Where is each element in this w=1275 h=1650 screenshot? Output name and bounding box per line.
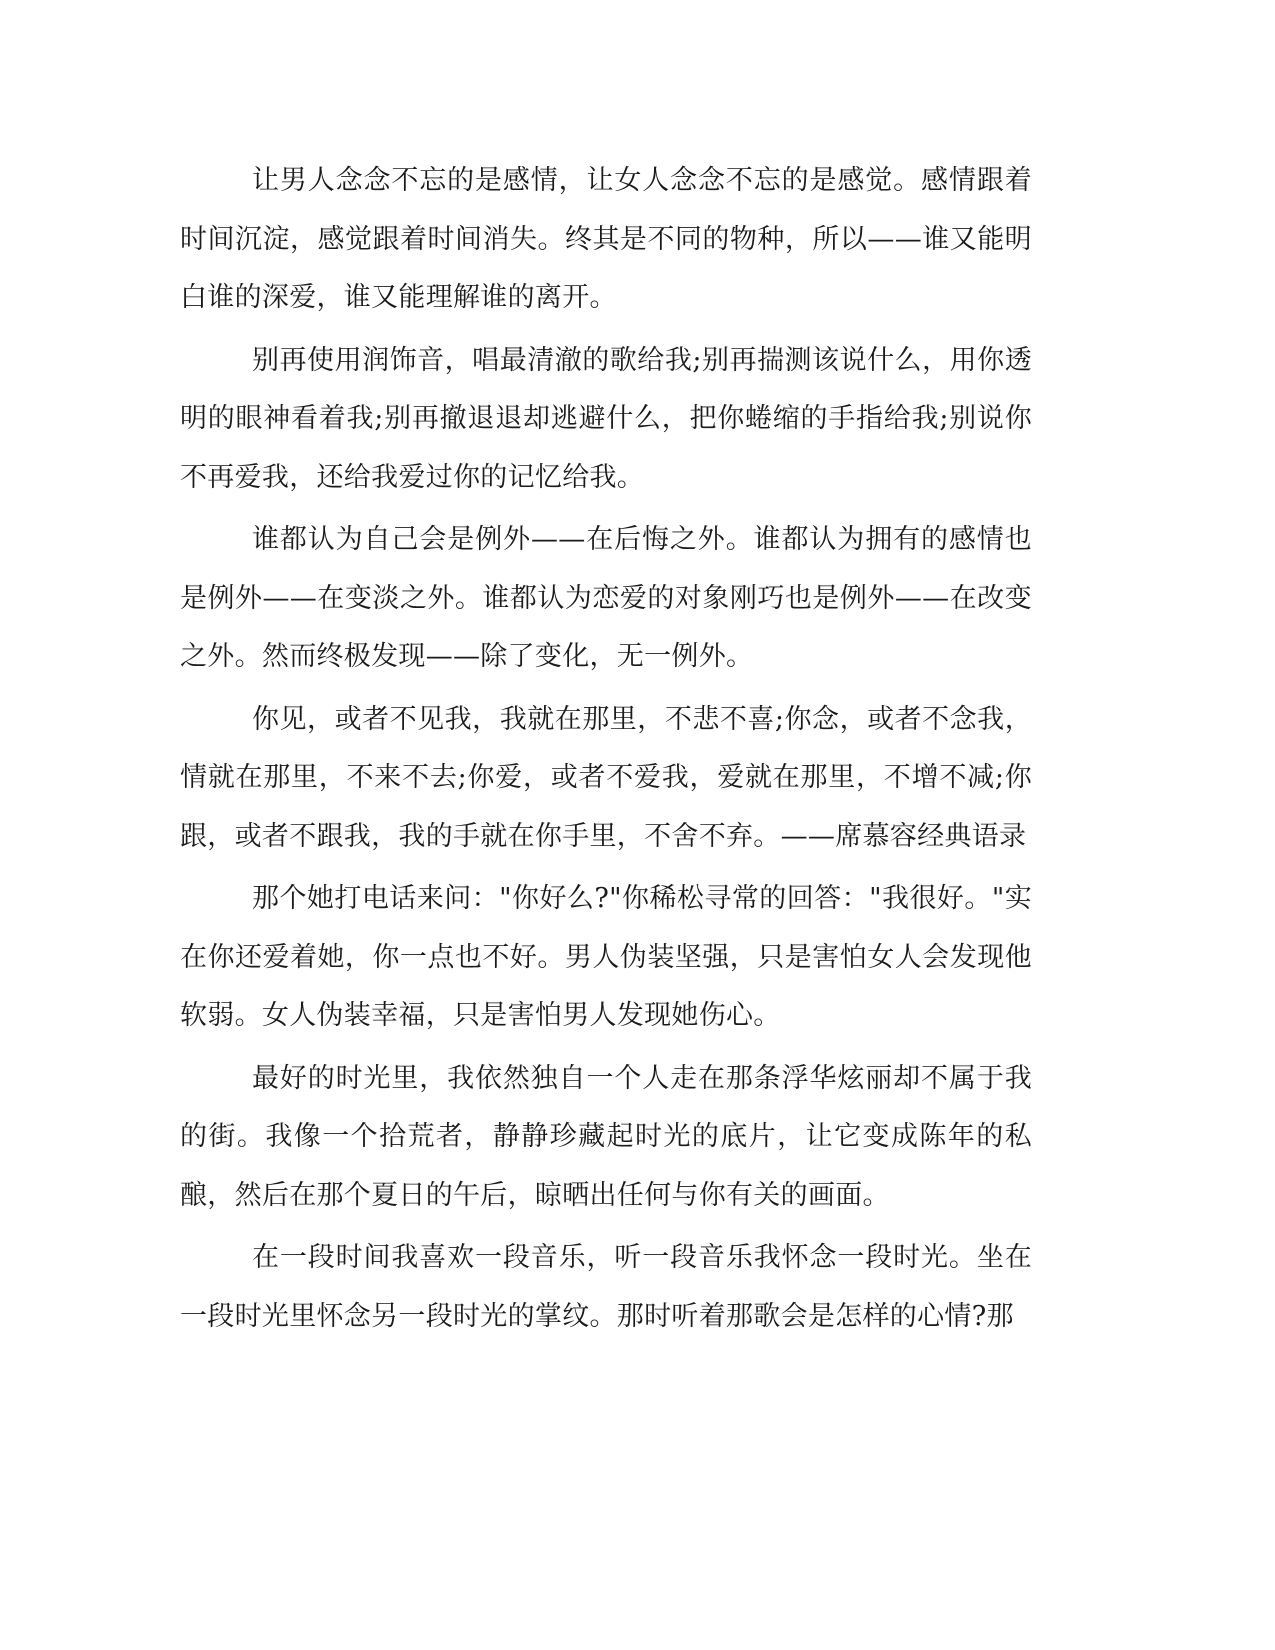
paragraph-3: 谁都认为自己会是例外——在后悔之外。谁都认为拥有的感情也是例外——在变淡之外。谁都认为恋爱的对象刚巧也是例外——在改变之外。然而终极发现——除了变化，无一例外。 [180, 524, 1032, 672]
paragraph-4: 你见，或者不见我，我就在那里，不悲不喜;你念，或者不念我，情就在那里，不来不去;你爱，或者不爱我，爱就在那里，不增不减;你跟，或者不跟我，我的手就在你手里，不舍不弃。——席慕容经典语录 [180, 703, 1032, 852]
paragraph-5: 那个她打电话来问："你好么?"你稀松寻常的回答："我很好。"实在你还爱着她，你一点也不好。男人伪装坚强，只是害怕女人会发现他软弱。女人伪装幸福，只是害怕男人发现她伤心。 [180, 883, 1032, 1031]
paragraph-6: 最好的时光里，我依然独自一个人走在那条浮华炫丽却不属于我的街。我像一个拾荒者，静静珍藏起时光的底片，让它变成陈年的私酿，然后在那个夏日的午后，晾晒出任何与你有关的画面。 [180, 1062, 1032, 1211]
document-page [180, 152, 1032, 1350]
paragraph-7: 在一段时间我喜欢一段音乐，听一段音乐我怀念一段时光。坐在一段时光里怀念另一段时光的掌纹。那时听着那歌会是怎样的心情?那 [180, 1242, 1032, 1332]
paragraph-1: 让男人念念不忘的是感情，让女人念念不忘的是感觉。感情跟着时间沉淀，感觉跟着时间消失。终其是不同的物种，所以——谁又能明白谁的深爱，谁又能理解谁的离开。 [180, 165, 1032, 313]
paragraph-2: 别再使用润饰音，唱最清澈的歌给我;别再揣测该说什么，用你透明的眼神看着我;别再撤退退却逃避什么，把你蜷缩的手指给我;别说你不再爱我，还给我爱过你的记忆给我。 [180, 344, 1032, 493]
